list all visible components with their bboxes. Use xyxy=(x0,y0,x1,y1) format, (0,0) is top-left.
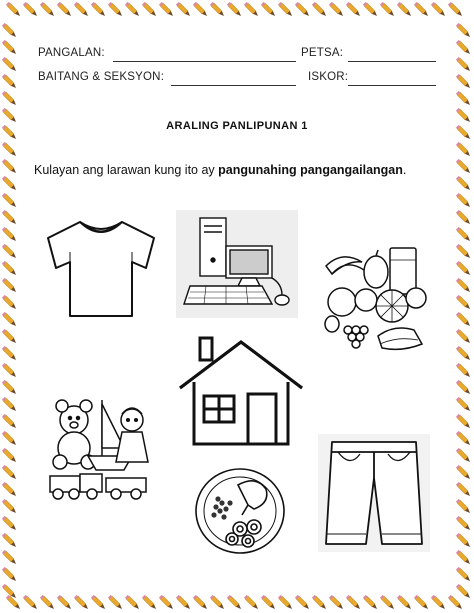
pencil-icon xyxy=(227,2,243,18)
pencil-icon xyxy=(2,176,18,192)
date-label: PETSA: xyxy=(301,47,344,59)
pencil-icon xyxy=(2,567,18,583)
pencil-icon xyxy=(2,244,18,260)
pencil-icon xyxy=(448,2,464,18)
pencil-icon xyxy=(456,533,472,549)
pencil-icon xyxy=(176,2,192,18)
pencil-icon xyxy=(176,595,192,611)
pencil-icon xyxy=(456,329,472,345)
name-date-row xyxy=(38,47,436,65)
pencil-icon xyxy=(91,2,107,18)
pencil-icon xyxy=(23,595,39,611)
pencil-icon xyxy=(456,363,472,379)
pencil-icon xyxy=(193,2,209,18)
pencil-icon xyxy=(414,595,430,611)
pencil-icon xyxy=(74,2,90,18)
pencil-icon xyxy=(380,595,396,611)
name-label: PANGALAN: xyxy=(38,47,105,59)
pencil-icon xyxy=(448,595,464,611)
pencil-icon xyxy=(2,363,18,379)
pencil-icon xyxy=(2,210,18,226)
pencil-icon xyxy=(2,159,18,175)
grade-section-field[interactable] xyxy=(171,85,296,86)
pencil-icon xyxy=(2,227,18,243)
pencil-icon xyxy=(108,595,124,611)
pencil-icon xyxy=(346,2,362,18)
pencil-icon xyxy=(456,380,472,396)
instruction-text xyxy=(34,163,406,177)
toys-icon[interactable] xyxy=(40,390,164,502)
instruction-emphasis: pangunahing pangangailangan xyxy=(218,163,403,177)
pencil-icon xyxy=(456,91,472,107)
pencil-icon xyxy=(456,584,472,600)
pencil-icon xyxy=(456,278,472,294)
pencil-icon xyxy=(210,595,226,611)
pencil-icon xyxy=(6,595,22,611)
instruction-text-after: . xyxy=(402,163,407,177)
pencil-icon xyxy=(40,595,56,611)
pencil-icon xyxy=(278,595,294,611)
pencil-icon xyxy=(23,2,39,18)
grade-section-label: BAITANG & SEKSYON: xyxy=(38,71,165,83)
instruction-text-before: Kulayan ang larawan kung ito ay xyxy=(34,163,219,177)
fruits-food-icon[interactable] xyxy=(318,240,430,364)
pencil-icon xyxy=(431,2,447,18)
pencil-icon xyxy=(456,431,472,447)
pencil-icon xyxy=(91,595,107,611)
pencil-icon xyxy=(329,595,345,611)
pencil-icon xyxy=(2,465,18,481)
pencil-icon xyxy=(363,595,379,611)
t-shirt-icon[interactable] xyxy=(42,216,160,320)
pencil-icon xyxy=(295,595,311,611)
pencil-icon xyxy=(456,23,472,39)
grade-score-row xyxy=(38,71,436,89)
pencil-icon xyxy=(2,193,18,209)
pencil-icon xyxy=(456,227,472,243)
computer-icon[interactable] xyxy=(176,210,298,318)
pencil-icon xyxy=(2,499,18,515)
pencil-icon xyxy=(2,329,18,345)
pencil-icon xyxy=(2,516,18,532)
pencil-icon xyxy=(2,414,18,430)
house-icon[interactable] xyxy=(176,332,306,448)
pencil-icon xyxy=(456,312,472,328)
pencil-icon xyxy=(431,595,447,611)
pencil-icon xyxy=(397,595,413,611)
pencil-icon xyxy=(456,244,472,260)
pencil-icon xyxy=(193,595,209,611)
pencil-icon xyxy=(456,193,472,209)
pencil-icon xyxy=(456,176,472,192)
pencil-icon xyxy=(2,295,18,311)
pencil-icon xyxy=(244,2,260,18)
pencil-icon xyxy=(456,261,472,277)
pencil-icon xyxy=(2,261,18,277)
pencil-icon xyxy=(125,2,141,18)
pencil-icon xyxy=(2,448,18,464)
pencil-icon xyxy=(227,595,243,611)
pencil-icon xyxy=(456,74,472,90)
date-field[interactable] xyxy=(348,61,436,62)
pencil-icon xyxy=(295,2,311,18)
name-field[interactable] xyxy=(113,61,296,62)
pencil-icon xyxy=(329,2,345,18)
pencil-icon xyxy=(456,142,472,158)
pencil-icon xyxy=(456,397,472,413)
pencil-icon xyxy=(456,159,472,175)
pencil-icon xyxy=(244,595,260,611)
pencil-icon xyxy=(456,448,472,464)
meal-plate-icon[interactable] xyxy=(192,465,288,557)
pencil-icon xyxy=(2,482,18,498)
pencil-icon xyxy=(380,2,396,18)
pencil-icon xyxy=(2,142,18,158)
pencil-icon xyxy=(363,2,379,18)
pencil-icon xyxy=(159,2,175,18)
pencil-icon xyxy=(397,2,413,18)
shorts-icon[interactable] xyxy=(318,434,430,552)
pencil-icon xyxy=(210,2,226,18)
worksheet-title: ARALING PANLIPUNAN 1 xyxy=(166,120,308,132)
pencil-icon xyxy=(261,2,277,18)
pencil-icon xyxy=(74,595,90,611)
pencil-icon xyxy=(456,567,472,583)
pencil-icon xyxy=(346,595,362,611)
pencil-icon xyxy=(57,595,73,611)
pencil-icon xyxy=(159,595,175,611)
pencil-icon xyxy=(456,499,472,515)
pencil-icon xyxy=(261,595,277,611)
pencil-icon xyxy=(142,595,158,611)
pencil-icon xyxy=(2,40,18,56)
score-field[interactable] xyxy=(348,85,436,86)
pencil-icon xyxy=(414,2,430,18)
pencil-icon xyxy=(125,595,141,611)
pencil-icon xyxy=(142,2,158,18)
pencil-icon xyxy=(456,210,472,226)
pencil-icon xyxy=(2,74,18,90)
pencil-icon xyxy=(2,278,18,294)
pencil-icon xyxy=(456,465,472,481)
pencil-icon xyxy=(2,533,18,549)
pencil-icon xyxy=(6,2,22,18)
pencil-icon xyxy=(456,414,472,430)
pencil-icon xyxy=(456,40,472,56)
pencil-icon xyxy=(312,2,328,18)
pencil-icon xyxy=(456,57,472,73)
pencil-icon xyxy=(108,2,124,18)
pencil-icon xyxy=(456,295,472,311)
pencil-icon xyxy=(456,482,472,498)
pencil-icon xyxy=(2,91,18,107)
pencil-icon xyxy=(312,595,328,611)
pencil-icon xyxy=(278,2,294,18)
pencil-icon xyxy=(2,431,18,447)
pencil-icon xyxy=(2,550,18,566)
pencil-icon xyxy=(40,2,56,18)
score-label: ISKOR: xyxy=(308,71,349,83)
pencil-icon xyxy=(57,2,73,18)
pencil-icon xyxy=(2,312,18,328)
pencil-icon xyxy=(2,57,18,73)
pencil-icon xyxy=(2,380,18,396)
pencil-icon xyxy=(2,23,18,39)
pencil-icon xyxy=(456,516,472,532)
pencil-icon xyxy=(2,397,18,413)
pencil-icon xyxy=(456,346,472,362)
pencil-icon xyxy=(456,550,472,566)
pencil-icon xyxy=(2,346,18,362)
